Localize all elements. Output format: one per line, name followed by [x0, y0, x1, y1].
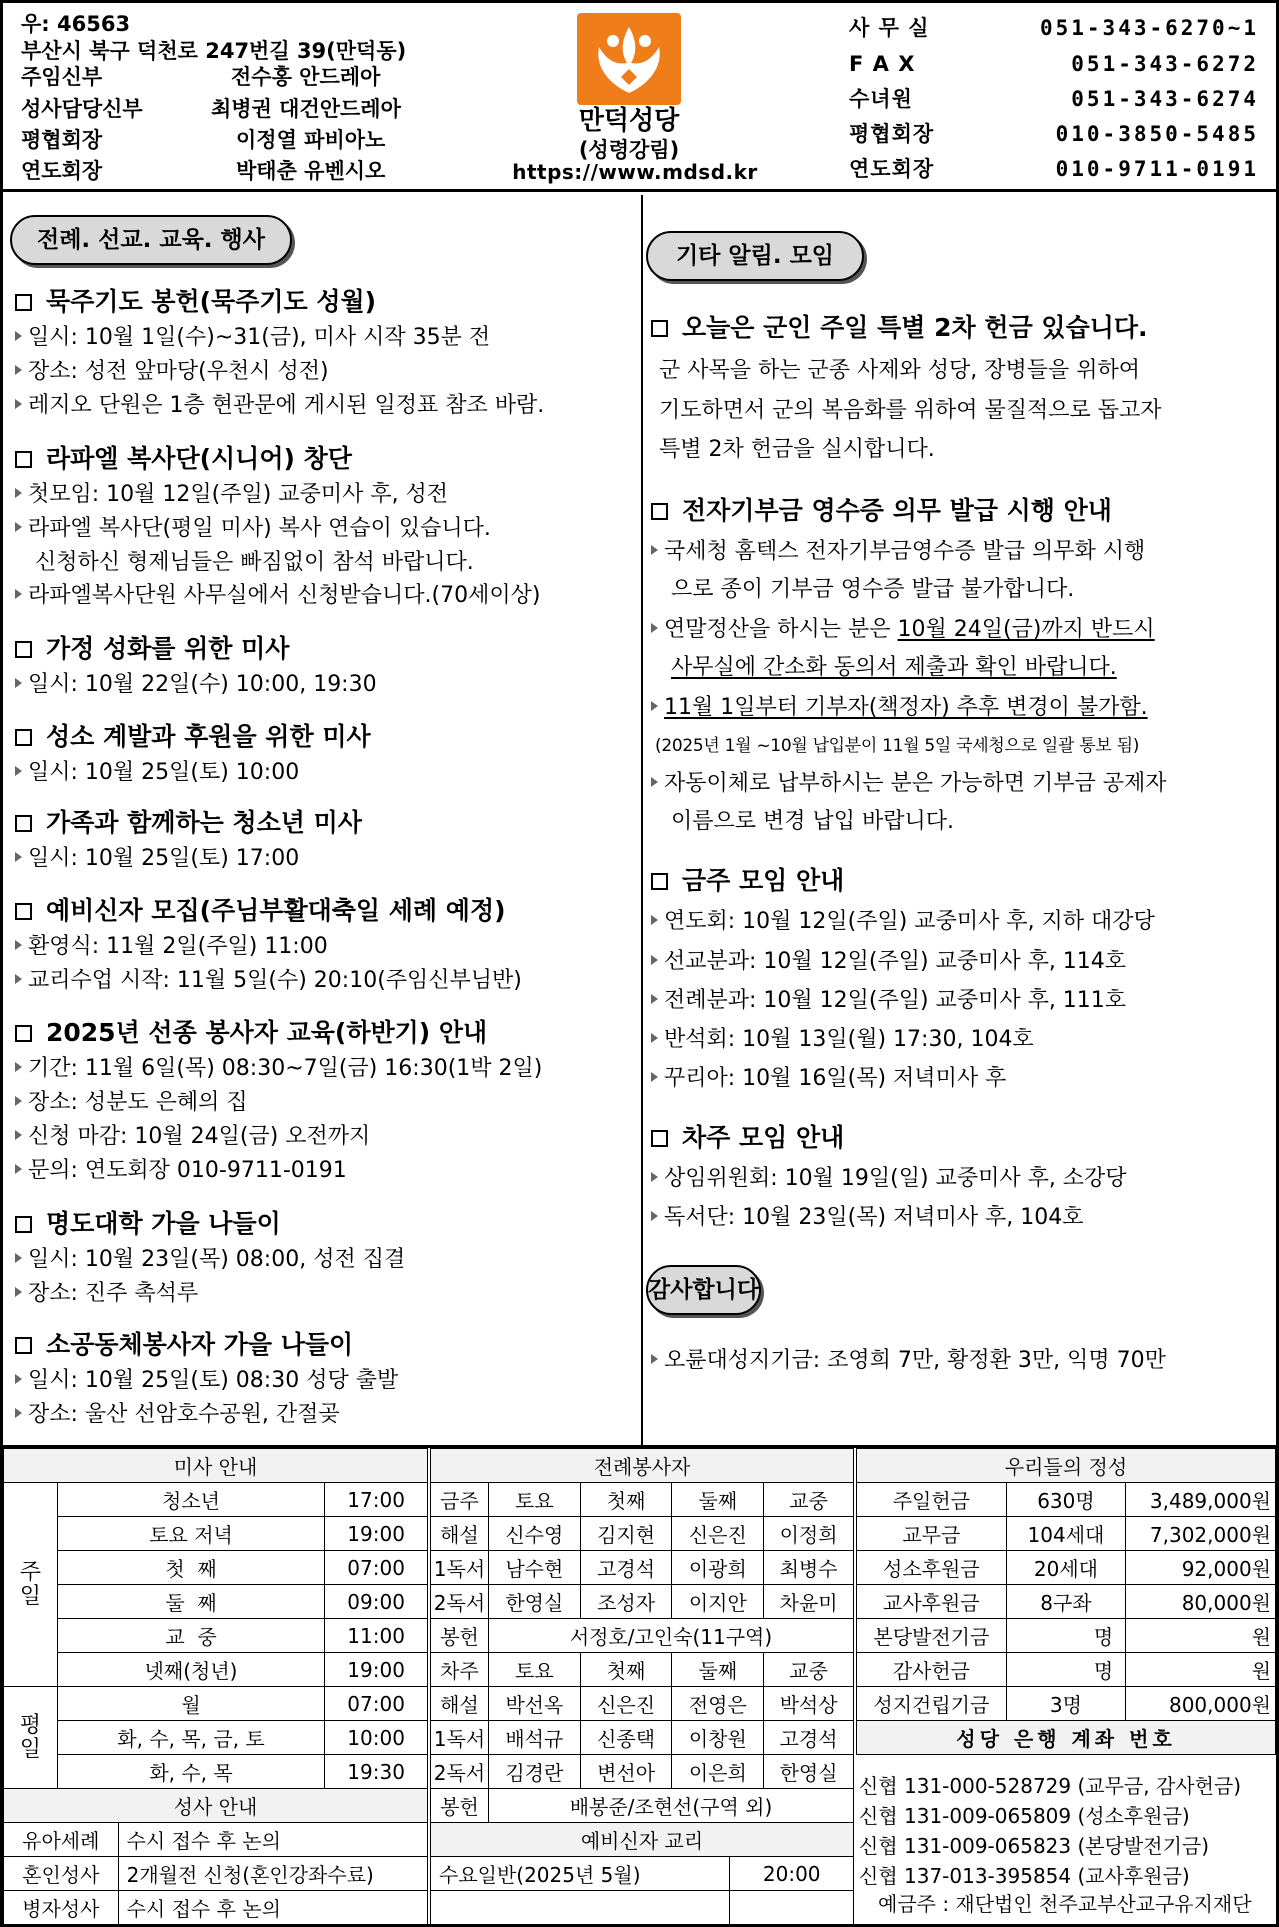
table-cell: 감사헌금: [857, 1653, 1007, 1687]
list-item: 레지오 단원은 1층 현관문에 게시된 일정표 참조 바람.: [15, 391, 544, 421]
table-cell: 변선아: [580, 1755, 672, 1789]
office-phone-line: 사 무 실 051-343-6270~1: [849, 16, 1259, 40]
list-item: 기간: 11월 6일(목) 08:30~7일(금) 16:30(1박 2일): [15, 1054, 542, 1084]
table-cell: 630명: [1006, 1483, 1126, 1517]
list-item: 연도회: 10월 12일(주일) 교중미사 후, 지하 대강당: [651, 907, 1155, 937]
bottom-tables: [3, 1445, 1276, 1927]
table-cell: 7,302,000원: [1126, 1517, 1276, 1551]
table-cell: 배봉준/조현선(구역 외): [488, 1789, 853, 1823]
table-cell: 혼인성사: [4, 1857, 119, 1891]
section-title: 성소 계발과 후원을 위한 미사: [15, 721, 371, 753]
table-cell: 3명: [1006, 1687, 1126, 1721]
table-cell: 한영실: [764, 1755, 854, 1789]
catechumen-title: 예비신자 교리: [431, 1823, 854, 1857]
weekday-label: 평 일: [4, 1687, 58, 1789]
list-item: 일시: 10월 25일(토) 08:30 성당 출발: [15, 1366, 398, 1396]
table-cell: 성지건립기금: [857, 1687, 1007, 1721]
table-cell: 800,000원: [1126, 1687, 1276, 1721]
table-cell: 조성자: [580, 1585, 672, 1619]
table-cell: 해설: [431, 1517, 489, 1551]
table-cell: 이창원: [672, 1721, 764, 1755]
table-cell: 3,489,000원: [1126, 1483, 1276, 1517]
table-cell: 봉헌: [431, 1789, 489, 1823]
table-cell: 배석규: [488, 1721, 580, 1755]
table-cell: 둘째: [672, 1483, 764, 1517]
parish-logo-icon: [577, 13, 681, 105]
liturgy-heading: 전례. 선교. 교육. 행사: [10, 215, 292, 265]
list-item: 일시: 10월 22일(수) 10:00, 19:30: [15, 670, 377, 700]
bank-title: 성당 은행 계좌 번호: [857, 1721, 1276, 1755]
table-cell: 11:00: [325, 1619, 428, 1653]
table-cell: 수시 접수 후 논의: [118, 1823, 427, 1857]
table-cell: 2개월전 신청(혼인강좌수료): [118, 1857, 427, 1891]
table-cell: 월: [57, 1687, 324, 1721]
address: 부산시 북구 덕천로 247번길 39(만덕동): [21, 39, 407, 63]
table-cell: 성소후원금: [857, 1551, 1007, 1585]
list-item: 전례분과: 10월 12일(주일) 교중미사 후, 111호: [651, 986, 1126, 1016]
list-item-continued: 이름으로 변경 납입 바랍니다.: [671, 809, 954, 834]
fax-line: F A X 051-343-6272: [849, 52, 1259, 76]
servers-table: [430, 1448, 854, 1823]
table-cell: 교 중: [57, 1619, 324, 1653]
table-cell: 20세대: [1006, 1551, 1126, 1585]
table-cell: 신종택: [580, 1721, 672, 1755]
table-cell: 박석상: [764, 1687, 854, 1721]
table-cell: 교무금: [857, 1517, 1007, 1551]
table-cell: 명: [1006, 1619, 1126, 1653]
list-item: 환영식: 11월 2일(주일) 11:00: [15, 932, 328, 962]
list-item-continued: 으로 종이 기부금 영수증 발급 불가합니다.: [671, 577, 1075, 602]
table-cell: 첫 째: [57, 1551, 324, 1585]
section-title: 차주 모임 안내: [651, 1122, 844, 1154]
table-cell: 19:30: [325, 1755, 428, 1789]
table-cell: 2독서: [431, 1585, 489, 1619]
table-cell: 둘째: [672, 1653, 764, 1687]
list-item: 상임위원회: 10월 19일(일) 교중미사 후, 소강당: [651, 1164, 1127, 1194]
section-title: 금주 모임 안내: [651, 865, 844, 897]
table-cell: 병자성사: [4, 1891, 119, 1925]
table-cell: 차윤미: [764, 1585, 854, 1619]
bank-account-line: 신협 131-009-065823 (본당발전기금): [859, 1834, 1210, 1858]
list-item: 국세청 홈텍스 전자기부금영수증 발급 의무화 시행: [651, 537, 1145, 567]
section-title: 묵주기도 봉헌(묵주기도 성월): [15, 286, 376, 318]
table-cell: 김지현: [580, 1517, 672, 1551]
section-title: 라파엘 복사단(시니어) 창단: [15, 443, 352, 475]
table-cell: 교중: [764, 1483, 854, 1517]
table-cell: 07:00: [325, 1687, 428, 1721]
paragraph-line: 기도하면서 군의 복음화를 위하여 물질적으로 돕고자: [659, 398, 1162, 423]
table-cell: 교중: [764, 1653, 854, 1687]
list-item: 선교분과: 10월 12일(주일) 교중미사 후, 114호: [651, 947, 1126, 977]
section-title: 명도대학 가을 나들이: [15, 1208, 281, 1240]
table-cell: 09:00: [325, 1585, 428, 1619]
list-item: 첫모임: 10월 12일(주일) 교중미사 후, 성전: [15, 480, 448, 510]
council-phone-line: 평협회장 010-3850-5485: [849, 122, 1259, 146]
table-cell: 2독서: [431, 1755, 489, 1789]
bulletin-header: [3, 3, 1276, 192]
table-cell: 104세대: [1006, 1517, 1126, 1551]
table-cell: 원: [1126, 1619, 1276, 1653]
table-cell: 넷째(청년): [57, 1653, 324, 1687]
table-cell: 둘 째: [57, 1585, 324, 1619]
table-cell: 1독서: [431, 1721, 489, 1755]
list-item: 장소: 성전 앞마당(우천시 성전): [15, 357, 329, 387]
yeondo-phone-line: 연도회장 010-9711-0191: [849, 157, 1259, 181]
list-item: 교리수업 시작: 11월 5일(수) 20:10(주임신부님반): [15, 966, 522, 996]
section-title: 가족과 함께하는 청소년 미사: [15, 807, 362, 839]
table-cell: 신수영: [488, 1517, 580, 1551]
table-cell: 서정호/고인숙(11구역): [488, 1619, 853, 1653]
list-item: 꾸리아: 10월 16일(목) 저녁미사 후: [651, 1064, 1006, 1094]
table-cell: 토요 저녁: [57, 1517, 324, 1551]
table-cell: 이정희: [764, 1517, 854, 1551]
table-cell: 주일헌금: [857, 1483, 1007, 1517]
table-cell: 19:00: [325, 1653, 428, 1687]
sacrament-priest-line: 성사담당신부 최병권 대건안드레아: [21, 97, 401, 121]
paragraph-line: 군 사목을 하는 군종 사제와 성당, 장병들을 위하여: [659, 358, 1140, 383]
offerings-title: 우리들의 정성: [857, 1449, 1276, 1483]
table-cell: 수요일반(2025년 5월): [431, 1857, 730, 1891]
catechumen-table: [430, 1822, 854, 1925]
servers-title: 전례봉사자: [431, 1449, 854, 1483]
list-item: 자동이체로 납부하시는 분은 가능하면 기부금 공제자: [651, 769, 1167, 799]
table-cell: 10:00: [325, 1721, 428, 1755]
table-cell: 한영실: [488, 1585, 580, 1619]
offerings-table: [856, 1448, 1276, 1755]
table-cell: 봉헌: [431, 1619, 489, 1653]
list-item-continued: 사무실에 간소화 동의서 제출과 확인 바랍니다.: [671, 655, 1117, 680]
paragraph-line: 특별 2차 헌금을 실시합니다.: [659, 437, 935, 462]
list-item: 11월 1일부터 기부자(책정자) 추후 변경이 불가함.: [651, 693, 1148, 723]
table-cell: 김경란: [488, 1755, 580, 1789]
list-item: 오륜대성지기금: 조영희 7만, 황정환 3만, 익명 70만: [651, 1346, 1166, 1376]
section-title: 소공동체봉사자 가을 나들이: [15, 1329, 353, 1361]
parish-name: 만덕성당: [578, 106, 680, 136]
table-cell: 20:00: [730, 1857, 854, 1891]
pastor-line: 주임신부 전수홍 안드레아: [21, 65, 381, 89]
table-cell: 1독서: [431, 1551, 489, 1585]
list-item: 일시: 10월 1일(수)~31(금), 미사 시작 35분 전: [15, 323, 490, 353]
table-cell: 토요: [488, 1483, 580, 1517]
table-cell: 고경석: [764, 1721, 854, 1755]
table-cell: 첫째: [580, 1653, 672, 1687]
sacrament-table: [3, 1788, 428, 1925]
table-cell: [730, 1891, 854, 1925]
table-cell: 최병수: [764, 1551, 854, 1585]
table-cell: 전영은: [672, 1687, 764, 1721]
table-cell: 이지안: [672, 1585, 764, 1619]
list-item: 신청 마감: 10월 24일(금) 오전까지: [15, 1122, 370, 1152]
table-cell: 80,000원: [1126, 1585, 1276, 1619]
list-item: 일시: 10월 25일(토) 17:00: [15, 844, 299, 874]
section-title: 전자기부금 영수증 의무 발급 시행 안내: [651, 495, 1112, 527]
sunday-label: 주 일: [4, 1483, 58, 1687]
list-item: 라파엘복사단원 사무실에서 신청받습니다.(70세이상): [15, 581, 540, 611]
column-divider: [641, 195, 643, 1445]
table-cell: 19:00: [325, 1517, 428, 1551]
list-item: 반석회: 10월 13일(월) 17:30, 104호: [651, 1025, 1034, 1055]
parish-subtitle: (성령강림): [578, 138, 680, 162]
table-cell: 이은희: [672, 1755, 764, 1789]
table-cell: 청소년: [57, 1483, 324, 1517]
mass-schedule-table: [3, 1448, 428, 1789]
thanks-heading: 감사합니다: [646, 1265, 761, 1315]
table-cell: 금주: [431, 1483, 489, 1517]
list-item: 독서단: 10월 23일(목) 저녁미사 후, 104호: [651, 1203, 1084, 1233]
table-cell: 8구좌: [1006, 1585, 1126, 1619]
table-cell: 이광희: [672, 1551, 764, 1585]
list-item: 장소: 진주 촉석루: [15, 1279, 198, 1309]
parish-website-link[interactable]: https://www.mdsd.kr: [512, 160, 758, 184]
list-item: 장소: 성분도 은혜의 집: [15, 1088, 248, 1118]
table-cell: 화, 수, 목, 금, 토: [57, 1721, 324, 1755]
table-cell: 17:00: [325, 1483, 428, 1517]
table-cell: 신은진: [580, 1687, 672, 1721]
table-cell: 차주: [431, 1653, 489, 1687]
table-cell: 유아세례: [4, 1823, 119, 1857]
list-item: 문의: 연도회장 010-9711-0191: [15, 1156, 347, 1186]
section-title: 오늘은 군인 주일 특별 2차 헌금 있습니다.: [651, 312, 1148, 344]
list-item: 연말정산을 하시는 분은 10월 24일(금)까지 반드시: [651, 615, 1155, 645]
table-cell: [431, 1891, 730, 1925]
section-title: 2025년 선종 봉사자 교육(하반기) 안내: [15, 1017, 487, 1049]
yeondo-president-line: 연도회장 박태춘 유벤시오: [21, 159, 386, 183]
note-line: (2025년 1월 ~10월 납입분이 11월 5일 국세청으로 일괄 통보 됨): [655, 736, 1140, 756]
table-cell: 남수현: [488, 1551, 580, 1585]
mass-title: 미사 안내: [4, 1449, 428, 1483]
table-cell: 신은진: [672, 1517, 764, 1551]
list-item: 장소: 울산 선암호수공원, 간절곶: [15, 1400, 340, 1430]
table-cell: 박선옥: [488, 1687, 580, 1721]
list-item: 일시: 10월 23일(목) 08:00, 성전 집결: [15, 1245, 405, 1275]
table-cell: 본당발전기금: [857, 1619, 1007, 1653]
table-cell: 92,000원: [1126, 1551, 1276, 1585]
bank-holder-line: 예금주 : 재단법인 천주교부산교구유지재단: [878, 1892, 1252, 1916]
convent-phone-line: 수녀원 051-343-6274: [849, 87, 1259, 111]
table-cell: 해설: [431, 1687, 489, 1721]
council-president-line: 평협회장 이정열 파비아노: [21, 128, 386, 152]
list-item-continued: 신청하신 형제님들은 빠짐없이 참석 바랍니다.: [35, 550, 474, 575]
table-cell: 고경석: [580, 1551, 672, 1585]
zip-code: 우: 46563: [21, 12, 131, 36]
table-cell: 수시 접수 후 논의: [118, 1891, 427, 1925]
bank-account-line: 신협 137-013-395854 (교사후원금): [859, 1864, 1190, 1888]
bank-account-line: 신협 131-000-528729 (교무금, 감사헌금): [859, 1774, 1242, 1798]
notices-heading: 기타 알림. 모임: [646, 231, 864, 281]
table-cell: 첫째: [580, 1483, 672, 1517]
table-cell: 명: [1006, 1653, 1126, 1687]
table-cell: 교사후원금: [857, 1585, 1007, 1619]
table-cell: 07:00: [325, 1551, 428, 1585]
sacrament-title: 성사 안내: [4, 1789, 428, 1823]
table-cell: 원: [1126, 1653, 1276, 1687]
table-cell: 토요: [488, 1653, 580, 1687]
bank-account-line: 신협 131-009-065809 (성소후원금): [859, 1804, 1190, 1828]
section-title: 예비신자 모집(주님부활대축일 세례 예정): [15, 895, 506, 927]
list-item: 라파엘 복사단(평일 미사) 복사 연습이 있습니다.: [15, 514, 491, 544]
table-cell: 화, 수, 목: [57, 1755, 324, 1789]
list-item: 일시: 10월 25일(토) 10:00: [15, 758, 299, 788]
section-title: 가정 성화를 위한 미사: [15, 633, 289, 665]
